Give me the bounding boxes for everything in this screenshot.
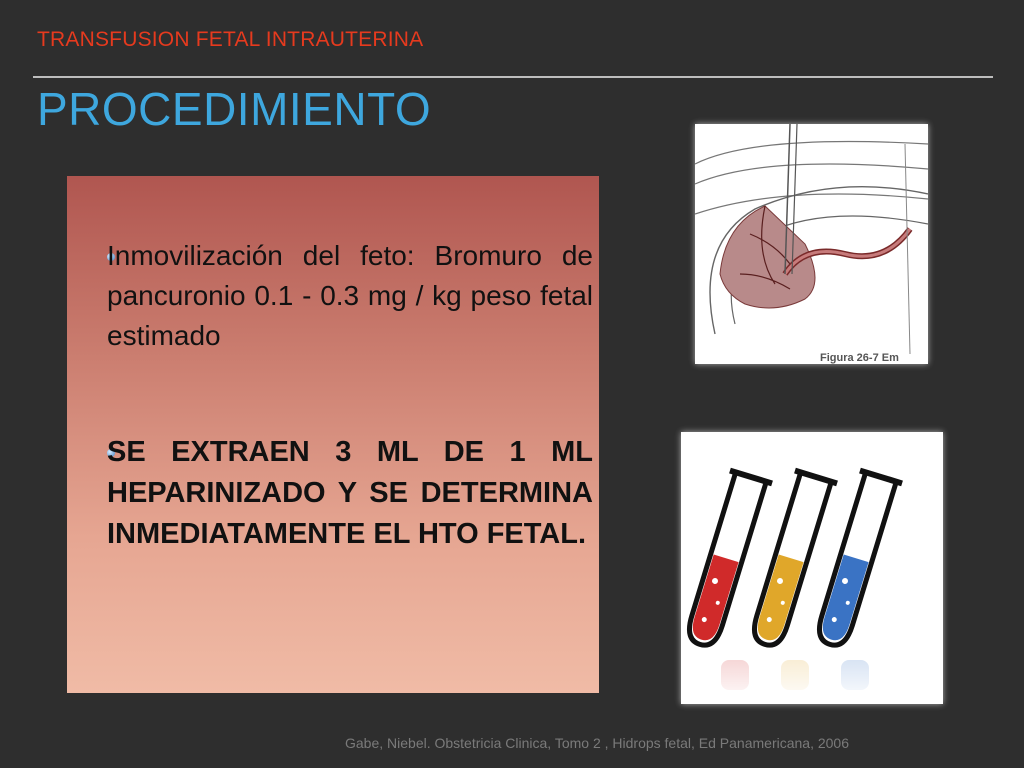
test-tubes-figure — [681, 432, 943, 704]
uterus-figure — [695, 124, 928, 364]
slide-title: PROCEDIMIENTO — [37, 83, 432, 135]
test-tubes-icon — [681, 432, 943, 704]
citation-footer — [0, 735, 1024, 751]
slide-topic: TRANSFUSION FETAL INTRAUTERINA — [37, 28, 424, 51]
content-box — [67, 176, 599, 693]
bullet-text: Inmovilización del feto: Bromuro de pancuronio 0.1 - 0.3 mg / kg peso fetal estimado — [107, 240, 593, 351]
bullet-text: SE EXTRAEN 3 ML DE 1 ML HEPARINIZADO Y SE DETERMINA INMEDIATAMENTE EL HTO FETAL. — [107, 436, 593, 550]
header-divider — [33, 76, 993, 78]
figure-caption: Figura 26-7 Em — [820, 352, 899, 364]
uterus-cordocentesis-icon — [695, 124, 928, 364]
citation-text: Gabe, Niebel. Obstetricia Clinica, Tomo 2 , Hidrops fetal, Ed Panamericana, 2006 — [345, 735, 849, 751]
